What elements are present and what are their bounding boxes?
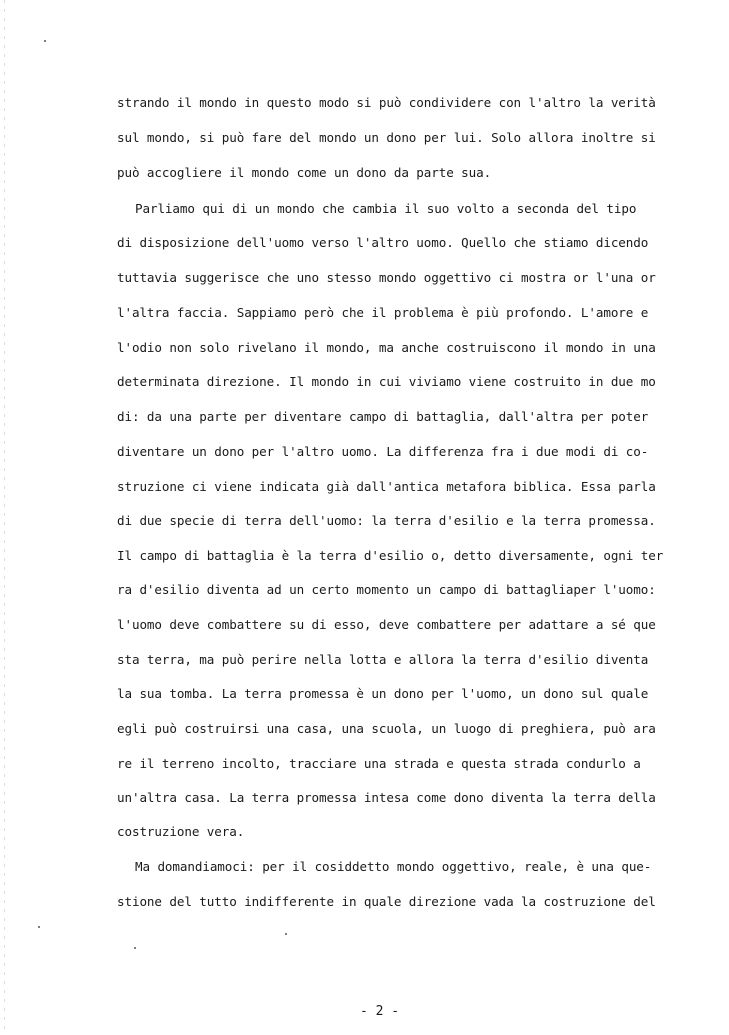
scan-edge-mark — [4, 0, 5, 1035]
text-line: di disposizione dell'uomo verso l'altro uomo. Quello che stiamo dicendo — [117, 235, 649, 250]
text-line: Ma domandiamoci: per il cosiddetto mondo oggettivo, reale, è una que- — [135, 859, 652, 874]
text-line: strando il mondo in questo modo si può condividere con l'altro la verità — [117, 95, 656, 110]
page-number: - 2 - — [360, 1004, 400, 1019]
text-line: diventare un dono per l'altro uomo. La differenza fra i due modi di co- — [117, 444, 649, 459]
text-line: l'odio non solo rivelano il mondo, ma anche costruiscono il mondo in una — [117, 340, 656, 355]
text-line: tuttavia suggerisce che uno stesso mondo oggettivo ci mostra or l'una or — [117, 270, 656, 285]
text-line: stione del tutto indifferente in quale direzione vada la costruzione del — [117, 894, 656, 909]
text-line: re il terreno incolto, tracciare una strada e questa strada condurlo a — [117, 756, 641, 771]
text-line: costruzione vera. — [117, 824, 245, 839]
text-line: di: da una parte per diventare campo di battaglia, dall'altra per poter — [117, 409, 649, 424]
text-line: struzione ci viene indicata già dall'antica metafora biblica. Essa parla — [117, 479, 656, 494]
text-line: la sua tomba. La terra promessa è un dono per l'uomo, un dono sul quale — [117, 686, 649, 701]
text-line: Il campo di battaglia è la terra d'esilio o, detto diversamente, ogni ter — [117, 548, 664, 563]
scan-speck — [285, 933, 287, 935]
scan-speck — [44, 40, 46, 42]
text-line: sta terra, ma può perire nella lotta e allora la terra d'esilio diventa — [117, 652, 649, 667]
text-line: un'altra casa. La terra promessa intesa come dono diventa la terra della — [117, 790, 656, 805]
text-line: sul mondo, si può fare del mondo un dono per lui. Solo allora inoltre si — [117, 130, 656, 145]
text-line: l'altra faccia. Sappiamo però che il problema è più profondo. L'amore e — [117, 305, 649, 320]
scan-speck — [134, 947, 136, 949]
text-line: può accogliere il mondo come un dono da parte sua. — [117, 165, 492, 180]
text-line: egli può costruirsi una casa, una scuola, un luogo di preghiera, può ara — [117, 721, 656, 736]
text-line: l'uomo deve combattere su di esso, deve combattere per adattare a sé que — [117, 617, 656, 632]
scan-speck — [38, 926, 40, 928]
text-line: Parliamo qui di un mondo che cambia il suo volto a seconda del tipo — [135, 201, 637, 216]
text-line: di due specie di terra dell'uomo: la terra d'esilio e la terra promessa. — [117, 513, 656, 528]
text-line: ra d'esilio diventa ad un certo momento un campo di battagliaper l'uomo: — [117, 582, 656, 597]
text-line: determinata direzione. Il mondo in cui viviamo viene costruito in due mo — [117, 374, 656, 389]
